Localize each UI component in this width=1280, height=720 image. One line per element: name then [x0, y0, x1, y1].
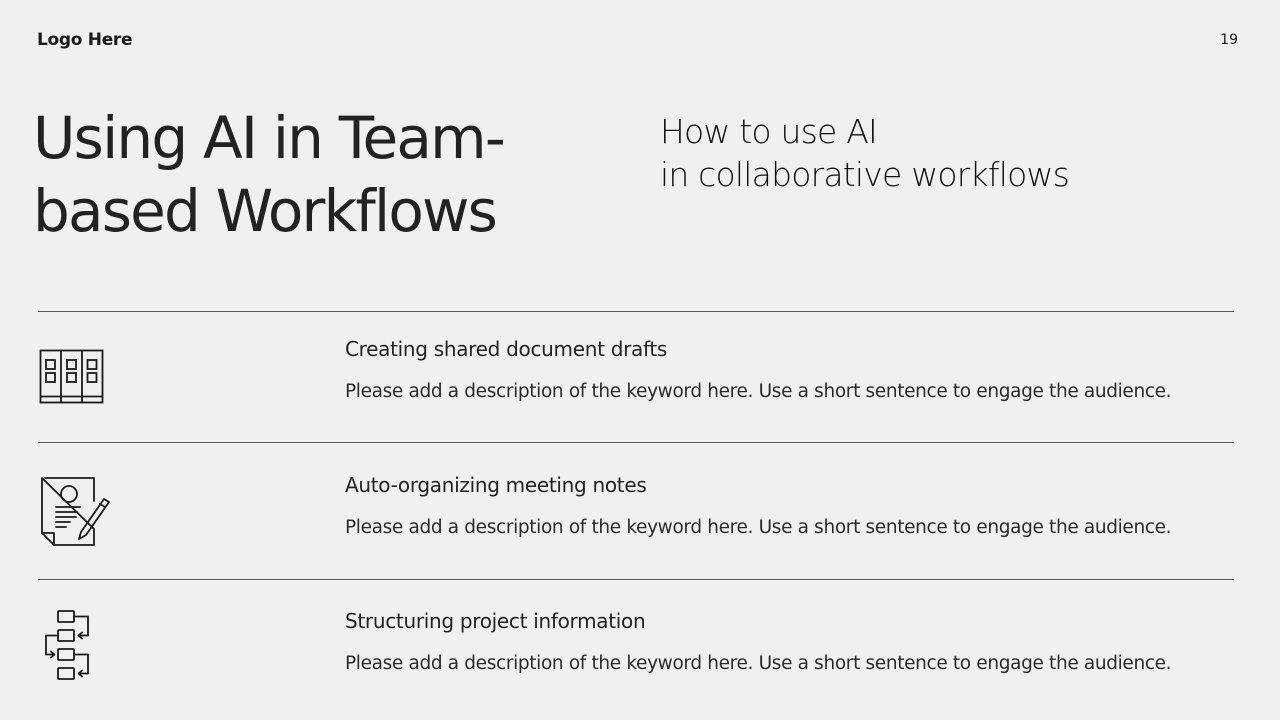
item-2-title: Auto-organizing meeting notes — [345, 473, 647, 497]
slide-subtitle — [660, 110, 1069, 196]
divider-3 — [38, 579, 1234, 580]
shared-document-columns-icon — [36, 337, 112, 413]
document-with-pen-icon — [36, 473, 112, 549]
slide-title-line-2: based Workflows — [33, 177, 497, 245]
page-number: 19 — [1220, 32, 1238, 48]
divider-2 — [38, 442, 1234, 443]
item-2-description: Please add a description of the keyword here. Use a short sentence to engage the audience. — [345, 517, 1172, 538]
item-1-description: Please add a description of the keyword here. Use a short sentence to engage the audience. — [345, 381, 1172, 402]
item-3-title: Structuring project information — [345, 609, 646, 633]
structure-flow-icon — [36, 606, 112, 682]
item-1-title: Creating shared document drafts — [345, 337, 668, 361]
slide-title-line-1: Using AI in Team- — [33, 104, 504, 172]
slide-title — [33, 102, 593, 248]
logo-text: Logo Here — [37, 30, 133, 50]
item-3-description: Please add a description of the keyword here. Use a short sentence to engage the audience. — [345, 653, 1172, 674]
slide-subtitle-line-1: How to use AI — [660, 112, 877, 151]
divider-1 — [38, 311, 1234, 312]
slide-subtitle-line-2: in collaborative workflows — [660, 155, 1070, 194]
